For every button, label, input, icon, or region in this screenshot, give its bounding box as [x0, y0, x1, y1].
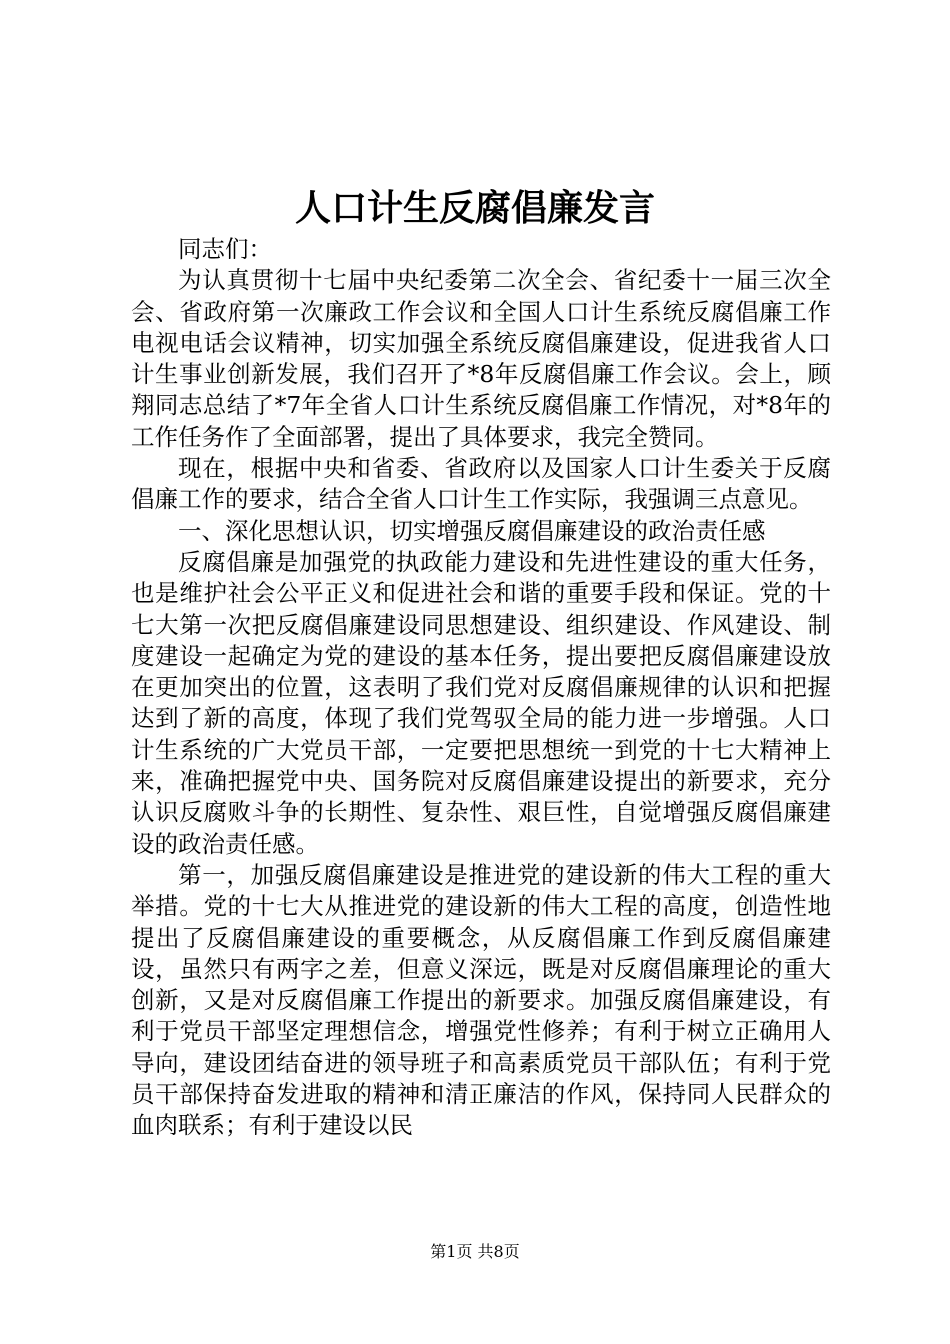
page-footer: 第1页 共8页: [430, 1242, 520, 1261]
page-title: 人口计生反腐倡廉发言: [294, 187, 655, 229]
salutation: 同志们：: [178, 235, 272, 263]
paragraph-first-point: 第一，加强反腐倡廉建设是推进党的建设新的伟大工程的重大举措。党的十七大从推进党的建设新的伟大工程的高度，创造性地提出了反腐倡廉建设的重要概念，从反腐倡廉工作到反腐倡廉建设，虽然只有两字之差，但意义深远，既是对反腐倡廉理论的重大创新，又是对反腐倡廉工作提出的新要求。加强反腐倡廉建设，有利于党员干部坚定理想信念，增强党性修养；有利于树立正确用人导向，建设团结奋进的领导班子和高素质党员干部队伍；有利于党员干部保持奋发进取的精神和清正廉洁的作风，保持同人民群众的血肉联系；有利于建设以民: [131, 860, 831, 1140]
document-body: [131, 234, 831, 1142]
section-heading-1: 一、深化思想认识，切实增强反腐倡廉建设的政治责任感: [178, 516, 766, 545]
paragraph-points: 现在，根据中央和省委、省政府以及国家人口计生委关于反腐倡廉工作的要求，结合全省人口计生工作实际，我强调三点意见。: [131, 454, 831, 514]
paragraph-section-1: 反腐倡廉是加强党的执政能力建设和先进性建设的重大任务，也是维护社会公平正义和促进社会和谐的重要手段和保证。党的十七大第一次把反腐倡廉建设同思想建设、组织建设、作风建设、制度建设一起确定为党的建设的基本任务，提出要把反腐倡廉建设放在更加突出的位置，这表明了我们党对反腐倡廉规律的认识和把握达到了新的高度，体现了我们党驾驭全局的能力进一步增强。人口计生系统的广大党员干部，一定要把思想统一到党的十七大精神上来，准确把握党中央、国务院对反腐倡廉建设提出的新要求，充分认识反腐败斗争的长期性、复杂性、艰巨性，自觉增强反腐倡廉建设的政治责任感。: [131, 547, 831, 858]
paragraph-intro: 为认真贯彻十七届中央纪委第二次全会、省纪委十一届三次全会、省政府第一次廉政工作会议和全国人口计生系统反腐倡廉工作电视电话会议精神，切实加强全系统反腐倡廉建设，促进我省人口计生事业创新发展，我们召开了*8年反腐倡廉工作会议。会上，顾翔同志总结了*7年全省人口计生系统反腐倡廉工作情况，对*8年的工作任务作了全面部署，提出了具体要求，我完全赞同。: [131, 266, 831, 451]
